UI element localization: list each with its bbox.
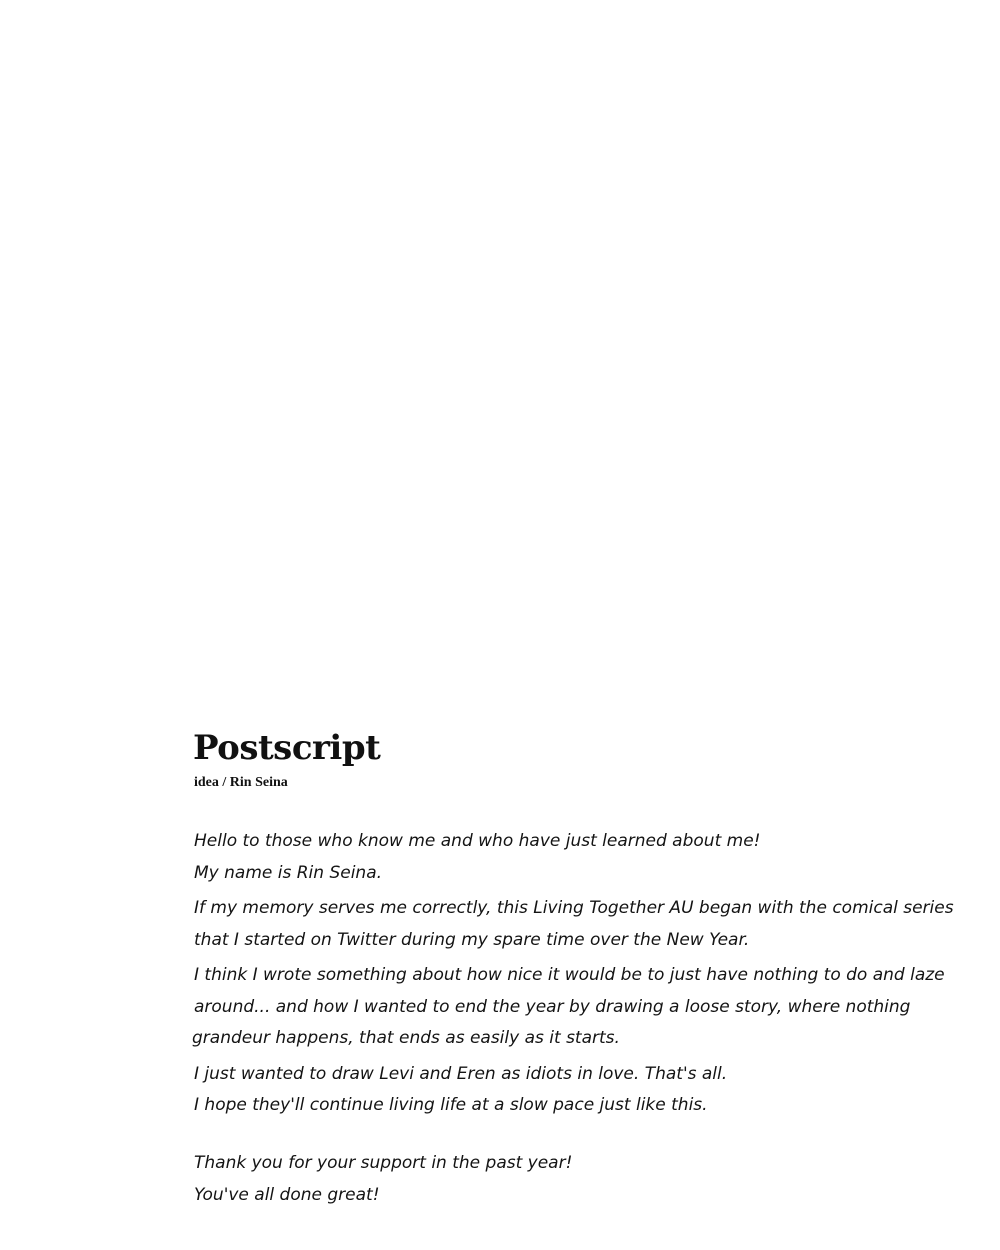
byline: idea / Rin Seina <box>194 775 288 790</box>
body-line: If my memory serves me correctly, this Living Together AU began with the comical series <box>194 898 954 918</box>
body-line: grandeur happens, that ends as easily as it starts. <box>192 1028 620 1048</box>
body-line: I hope they'll continue living life at a slow pace just like this. <box>194 1095 708 1115</box>
body-line: around... and how I wanted to end the year by drawing a loose story, where nothing <box>194 997 911 1017</box>
page-title: Postscript <box>193 728 381 768</box>
body-line: that I started on Twitter during my spare time over the New Year. <box>194 930 750 950</box>
body-line: Thank you for your support in the past year! <box>194 1153 573 1173</box>
body-line: You've all done great! <box>194 1185 380 1205</box>
body-line: My name is Rin Seina. <box>194 863 383 883</box>
body-line: Hello to those who know me and who have just learned about me! <box>194 831 761 851</box>
body-line: I think I wrote something about how nice it would be to just have nothing to do and laze <box>194 965 945 985</box>
body-line: I just wanted to draw Levi and Eren as idiots in love. That's all. <box>194 1064 728 1084</box>
